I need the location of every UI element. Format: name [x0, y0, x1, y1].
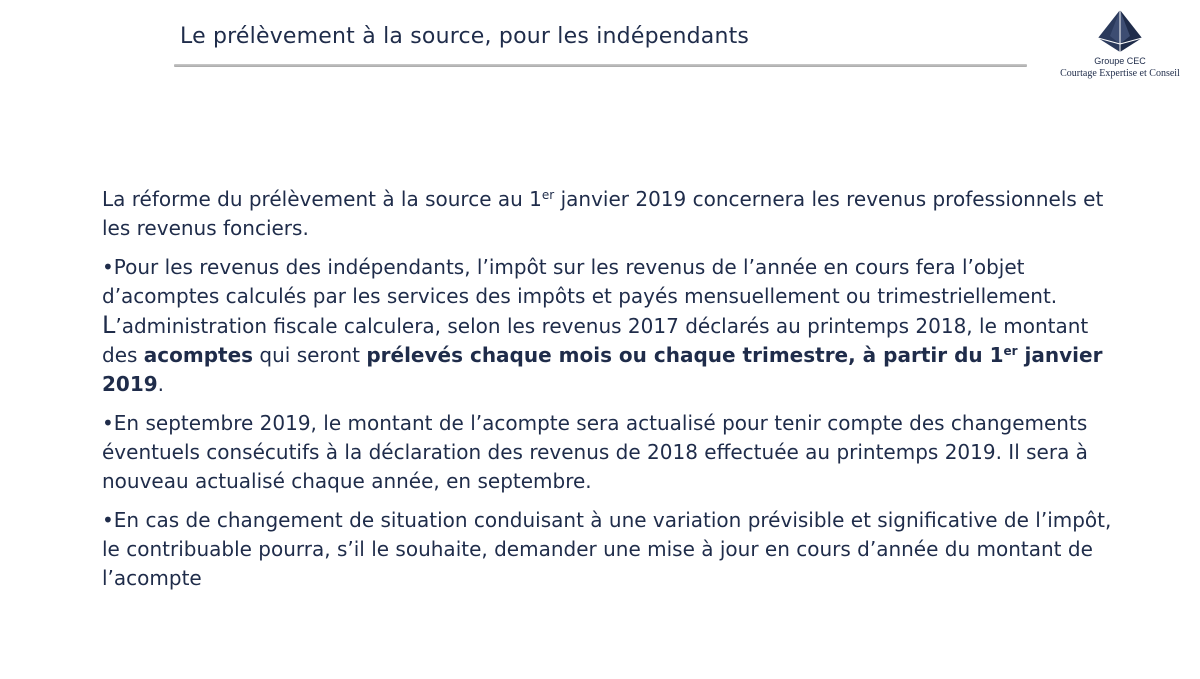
company-logo: [1050, 8, 1190, 88]
company-name: Groupe CEC: [1094, 56, 1146, 66]
main-content: [102, 185, 1112, 603]
intro-text-b: janvier 2019 concernera les revenus professionnels et les revenus fonciers.: [102, 187, 1104, 240]
bullet1-bold-acomptes: acomptes: [143, 343, 254, 367]
bullet1-text-b: ’administration fiscale calculera, selon les revenus 2017 déclarés au printemps 2018, le montant des: [102, 314, 1089, 367]
bullet1-text-c: qui seront: [253, 343, 367, 367]
paragraph-intro: [102, 185, 1112, 243]
title-underline: [174, 64, 1027, 67]
bullet1-text-a: •Pour les revenus des indépendants, l’impôt sur les revenus de l’année en cours fera l’objet d’acomptes calculés par les services des impôts et payés mensuellement ou trimestriellement.: [102, 255, 1058, 308]
bullet1-superscript: er: [1003, 344, 1018, 358]
paragraph-bullet-changement: •En cas de changement de situation conduisant à une variation prévisible et significative de l’impôt, le contribuable pourra, s’il le souhaite, demander une mise à jour en cours d’année du montant de l’acompte: [102, 508, 1112, 590]
paragraph-bullet-septembre: •En septembre 2019, le montant de l’acompte sera actualisé pour tenir compte des changements éventuels consécutifs à la déclaration des revenus de 2018 effectuée au printemps 2019. Il sera à nouveau actualisé chaque année, en septembre.: [102, 411, 1088, 493]
bullet1-bold-date: janvier 2019: [102, 343, 1103, 396]
page-title-first-word: Le: [180, 24, 206, 49]
company-tagline: Courtage Expertise et Conseil: [1060, 68, 1180, 79]
intro-superscript: er: [541, 188, 555, 202]
bullet1-bold-schedule-text: prélevés chaque mois ou chaque trimestre, à partir du 1: [366, 343, 1004, 367]
bullet1-text-d: .: [157, 372, 165, 396]
paragraph-bullet-independants: [102, 253, 1112, 399]
page-title: [180, 24, 749, 49]
intro-text-a: La réforme du prélèvement à la source au 1: [102, 187, 542, 211]
pyramid-logo-icon: [1096, 8, 1144, 54]
bullet1-large-letter: L: [102, 311, 116, 339]
page-title-rest: prélèvement à la source, pour les indépendants: [205, 24, 750, 49]
